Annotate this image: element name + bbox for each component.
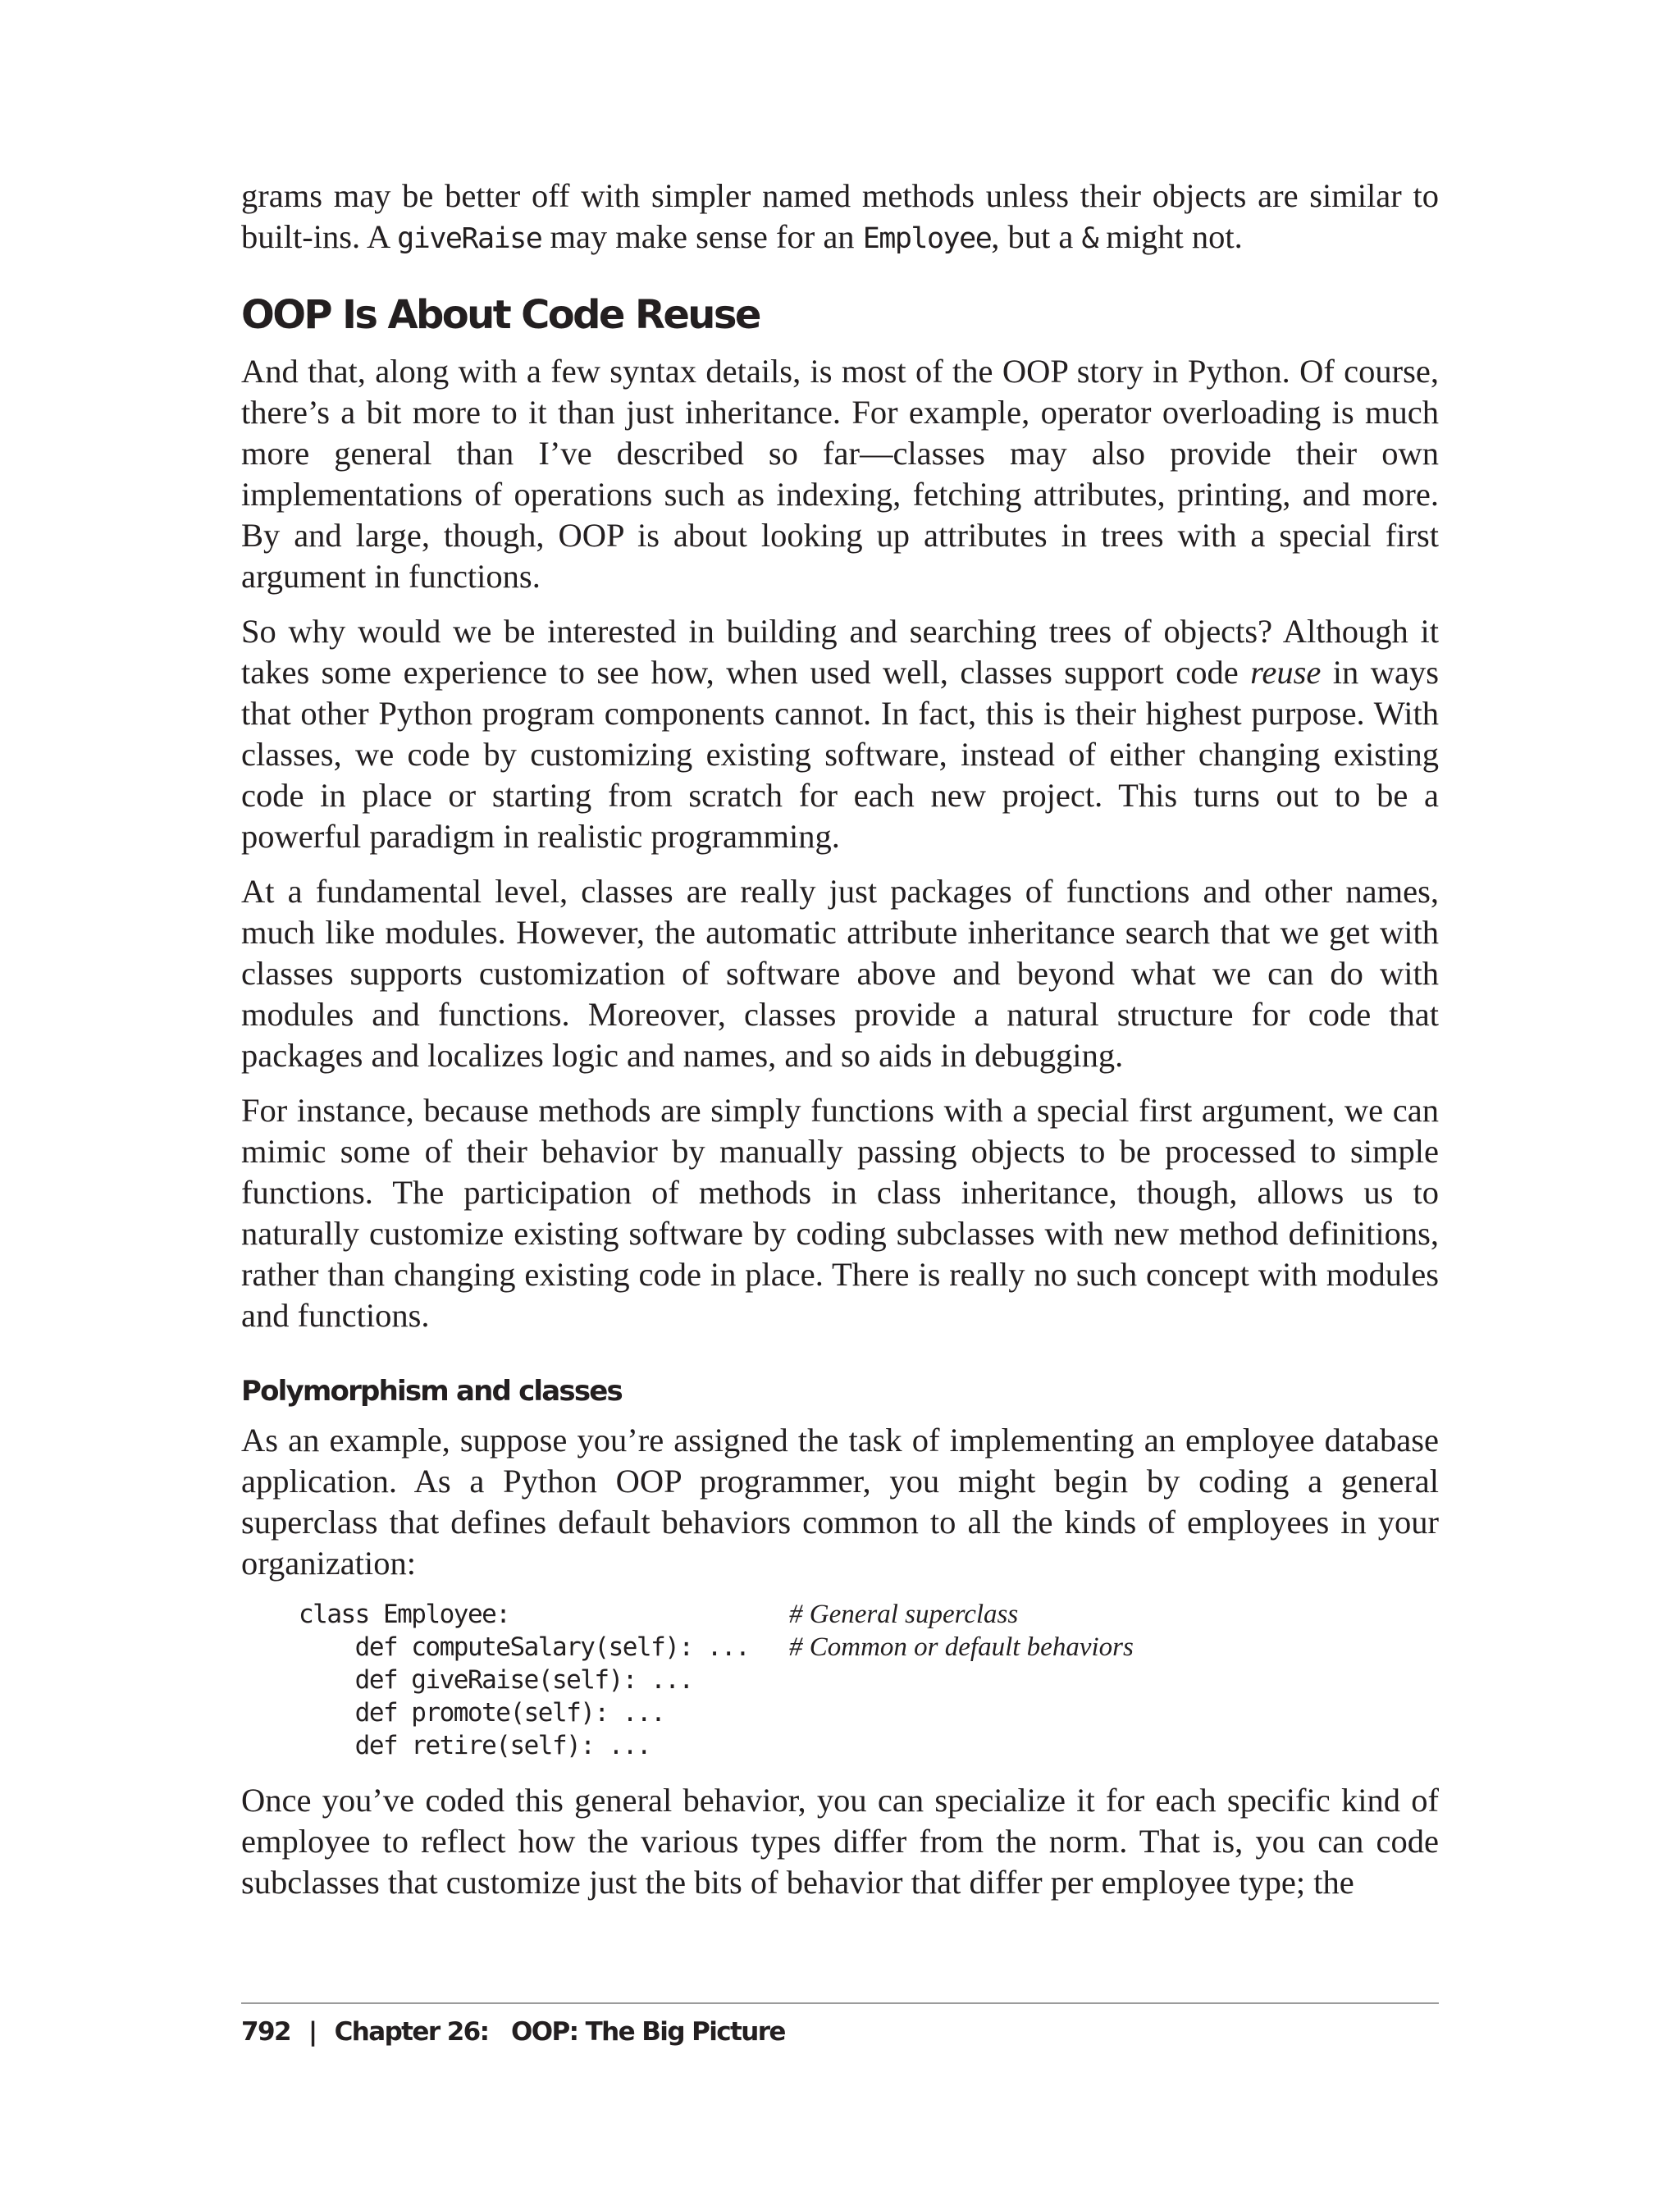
intro-text-3: , but a	[991, 218, 1082, 255]
intro-text-1: grams may be better off with simpler named methods unless their objects are similar to built-ins. A	[241, 177, 1439, 255]
page-number: 792	[241, 2017, 290, 2047]
code-block	[241, 1598, 1439, 1762]
paragraph-4: For instance, because methods are simply functions with a special first argument, we can mimic some of their behavior by manually passing objects to be processed to simple functions. The participation of methods in class inheritance, though, allows us to naturally customize existing software by coding subclasses with new method definitions, rather than changing existing code in place. There is really no such concept with modules and functions.	[241, 1092, 1439, 1334]
paragraph-2-text-a: So why would we be interested in building and searching trees of objects? Although it takes some experience to see how, when used well, classes support code	[241, 613, 1439, 691]
page-content	[241, 176, 1439, 1917]
code-ampersand: &	[1081, 222, 1098, 255]
intro-text-2: may make sense for an	[541, 218, 863, 255]
code-line-5: def retire(self): ...	[299, 1731, 651, 1760]
code-line-1: class Employee:	[299, 1600, 510, 1629]
code-line-3: def giveRaise(self): ...	[299, 1665, 693, 1695]
paragraph-1: And that, along with a few syntax details, is most of the OOP story in Python. Of course, there’s a bit more to it than just inheritance. For example, operator overloading is much more general than I’ve described so far—classes may also provide their own implementations of operations such as indexing, fetching attributes, printing, and more. By and large, though, OOP is about looking up attributes in trees with a special first argument in functions.	[241, 353, 1439, 595]
chapter-title: Chapter 26: OOP: The Big Picture	[334, 2017, 785, 2047]
code-comment-2: # Common or default behaviors	[789, 1632, 1134, 1662]
code-giveRaise: giveRaise	[397, 222, 542, 255]
paragraph-6: Once you’ve coded this general behavior, you can specialize it for each specific kind of employee to reflect how the various types differ from the norm. That is, you can code subclasses that customize just the bits of behavior that differ per employee type; the	[241, 1782, 1439, 1901]
page-footer	[241, 2016, 785, 2048]
footer-divider	[241, 2002, 1439, 2004]
intro-paragraph	[241, 176, 1439, 259]
subsection-heading: Polymorphism and classes	[241, 1375, 622, 1408]
code-line-2: def computeSalary(self): ...	[299, 1632, 750, 1662]
emphasis-reuse: reuse	[1250, 654, 1322, 691]
paragraph-3: At a fundamental level, classes are really just packages of functions and other names, much like modules. However, the automatic attribute inheritance search that we get with classes supports customization of software above and beyond what we can do with modules and functions. Moreover, classes provide a natural structure for code that packages and localizes logic and names, and so aids in debugging.	[241, 873, 1439, 1074]
intro-text-4: might not.	[1098, 218, 1243, 255]
section-heading: OOP Is About Code Reuse	[241, 292, 760, 338]
code-Employee: Employee	[862, 222, 992, 255]
code-line-4: def promote(self): ...	[299, 1698, 665, 1728]
footer-separator: |	[308, 2017, 317, 2047]
paragraph-2-text-b: in ways that other Python program components cannot. In fact, this is their highest purpose. With classes, we code by customizing existing software, instead of either changing existing code in place or starting from scratch for each new project. This turns out to be a powerful paradigm in realistic programming.	[241, 654, 1439, 855]
code-comment-1: # General superclass	[789, 1600, 1019, 1629]
paragraph-5: As an example, suppose you’re assigned the task of implementing an employee database application. As a Python OOP programmer, you might begin by coding a general superclass that defines default behaviors common to all the kinds of employees in your organization:	[241, 1422, 1439, 1582]
paragraph-2	[241, 611, 1439, 857]
